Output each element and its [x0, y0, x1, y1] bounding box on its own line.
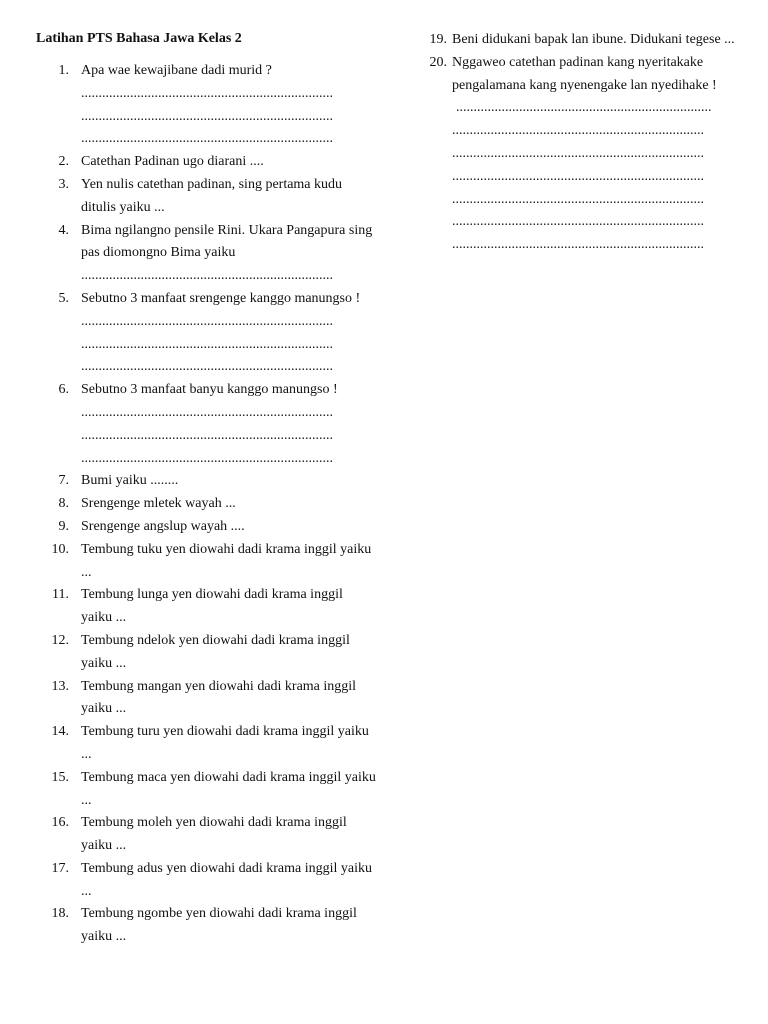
question-20 [418, 52, 738, 257]
answer-line: ........................................................................ [81, 359, 333, 375]
answer-line: ........................................................................ [452, 123, 704, 139]
question-text: Sebutno 3 manfaat banyu kanggo manungso ! [81, 382, 338, 398]
answer-line: ........................................................................ [452, 191, 704, 207]
question-number: 17. [51, 860, 69, 876]
answer-line: ........................................................................ [81, 268, 333, 284]
question-text: Sebutno 3 manfaat srengenge kanggo manungso ! [81, 290, 361, 306]
answer-line: ........................................................................ [81, 404, 333, 420]
answer-line: ........................................................................ [452, 168, 704, 184]
question-text: Bumi yaiku ........ [81, 473, 179, 489]
question-18 [36, 903, 376, 949]
question-list [36, 60, 376, 949]
question-number: 14. [51, 724, 69, 740]
question-number: 4. [58, 222, 69, 238]
question-number: 10. [51, 541, 69, 557]
question-number: 9. [58, 518, 69, 534]
question-12 [36, 630, 376, 676]
question-number: 19. [429, 32, 447, 47]
question-text: Tembung ndelok yen diowahi dadi krama inggil yaiku ... [81, 632, 350, 671]
question-text: Catethan Padinan ugo diarani .... [81, 154, 264, 170]
question-16 [36, 812, 376, 858]
question-14 [36, 721, 376, 767]
question-11 [36, 584, 376, 630]
question-list-continued [418, 29, 738, 257]
answer-line: ........................................................................ [452, 237, 704, 253]
question-text: Tembung maca yen diowahi dadi krama inggil yaiku ... [81, 769, 376, 808]
question-number: 13. [51, 678, 69, 694]
question-text: Tembung moleh yen diowahi dadi krama inggil yaiku ... [81, 815, 347, 854]
answer-line: ........................................................................ [81, 450, 333, 466]
answer-line: ......................................................................... [456, 100, 712, 116]
question-number: 5. [58, 290, 69, 306]
answer-line: ........................................................................ [81, 336, 333, 352]
question-8 [36, 493, 376, 516]
question-15 [36, 767, 376, 813]
answer-line: ........................................................................ [81, 313, 333, 329]
question-3 [36, 174, 376, 220]
question-2 [36, 151, 376, 174]
question-19 [418, 29, 738, 52]
question-number: 15. [51, 769, 69, 785]
question-13 [36, 676, 376, 722]
question-text: Tembung adus yen diowahi dadi krama inggil yaiku ... [81, 860, 373, 899]
question-number: 20. [429, 54, 447, 70]
question-1 [36, 60, 376, 151]
question-4 [36, 220, 376, 288]
question-number: 3. [58, 176, 69, 192]
question-text: Tembung lunga yen diowahi dadi krama inggil yaiku ... [81, 587, 343, 626]
question-6 [36, 379, 376, 470]
question-text: Tembung mangan yen diowahi dadi krama inggil yaiku ... [81, 678, 357, 717]
question-text: Yen nulis catethan padinan, sing pertama kudu ditulis yaiku ... [81, 176, 343, 215]
question-number: 2. [58, 154, 69, 170]
question-number: 16. [51, 815, 69, 831]
question-10 [36, 539, 376, 585]
answer-line: ........................................................................ [81, 131, 333, 147]
question-text: Apa wae kewajibane dadi murid ? [81, 63, 272, 78]
answer-line: ........................................................................ [452, 145, 704, 161]
question-number: 18. [51, 906, 69, 922]
question-number: 8. [58, 496, 69, 512]
question-text: Beni didukani bapak lan ibune. Didukani tegese ... [452, 32, 735, 47]
question-number: 12. [51, 632, 69, 648]
answer-line: ........................................................................ [81, 108, 333, 124]
answer-line: ........................................................................ [81, 85, 333, 101]
right-column [418, 29, 738, 257]
answer-line: ........................................................................ [81, 427, 333, 443]
question-number: 11. [52, 587, 69, 603]
left-column [36, 29, 376, 949]
question-number: 7. [58, 473, 69, 489]
question-text: Bima ngilangno pensile Rini. Ukara Pangapura sing pas diomongno Bima yaiku [81, 222, 373, 261]
question-text: Nggaweo catethan padinan kang nyeritakake pengalamana kang nyenengake lan nyedihake ! [452, 54, 717, 93]
question-number: 1. [58, 63, 69, 78]
question-text: Srengenge mletek wayah ... [81, 496, 236, 512]
question-text: Tembung turu yen diowahi dadi krama inggil yaiku ... [81, 724, 369, 762]
page-title: Latihan PTS Bahasa Jawa Kelas 2 [36, 31, 242, 46]
question-text: Srengenge angslup wayah .... [81, 518, 245, 534]
question-9 [36, 516, 376, 539]
question-17 [36, 858, 376, 904]
question-7 [36, 470, 376, 493]
answer-line: ........................................................................ [452, 214, 704, 230]
question-text: Tembung tuku yen diowahi dadi krama inggil yaiku ... [81, 541, 372, 580]
question-5 [36, 288, 376, 379]
question-number: 6. [58, 382, 69, 398]
question-text: Tembung ngombe yen diowahi dadi krama inggil yaiku ... [81, 906, 357, 945]
